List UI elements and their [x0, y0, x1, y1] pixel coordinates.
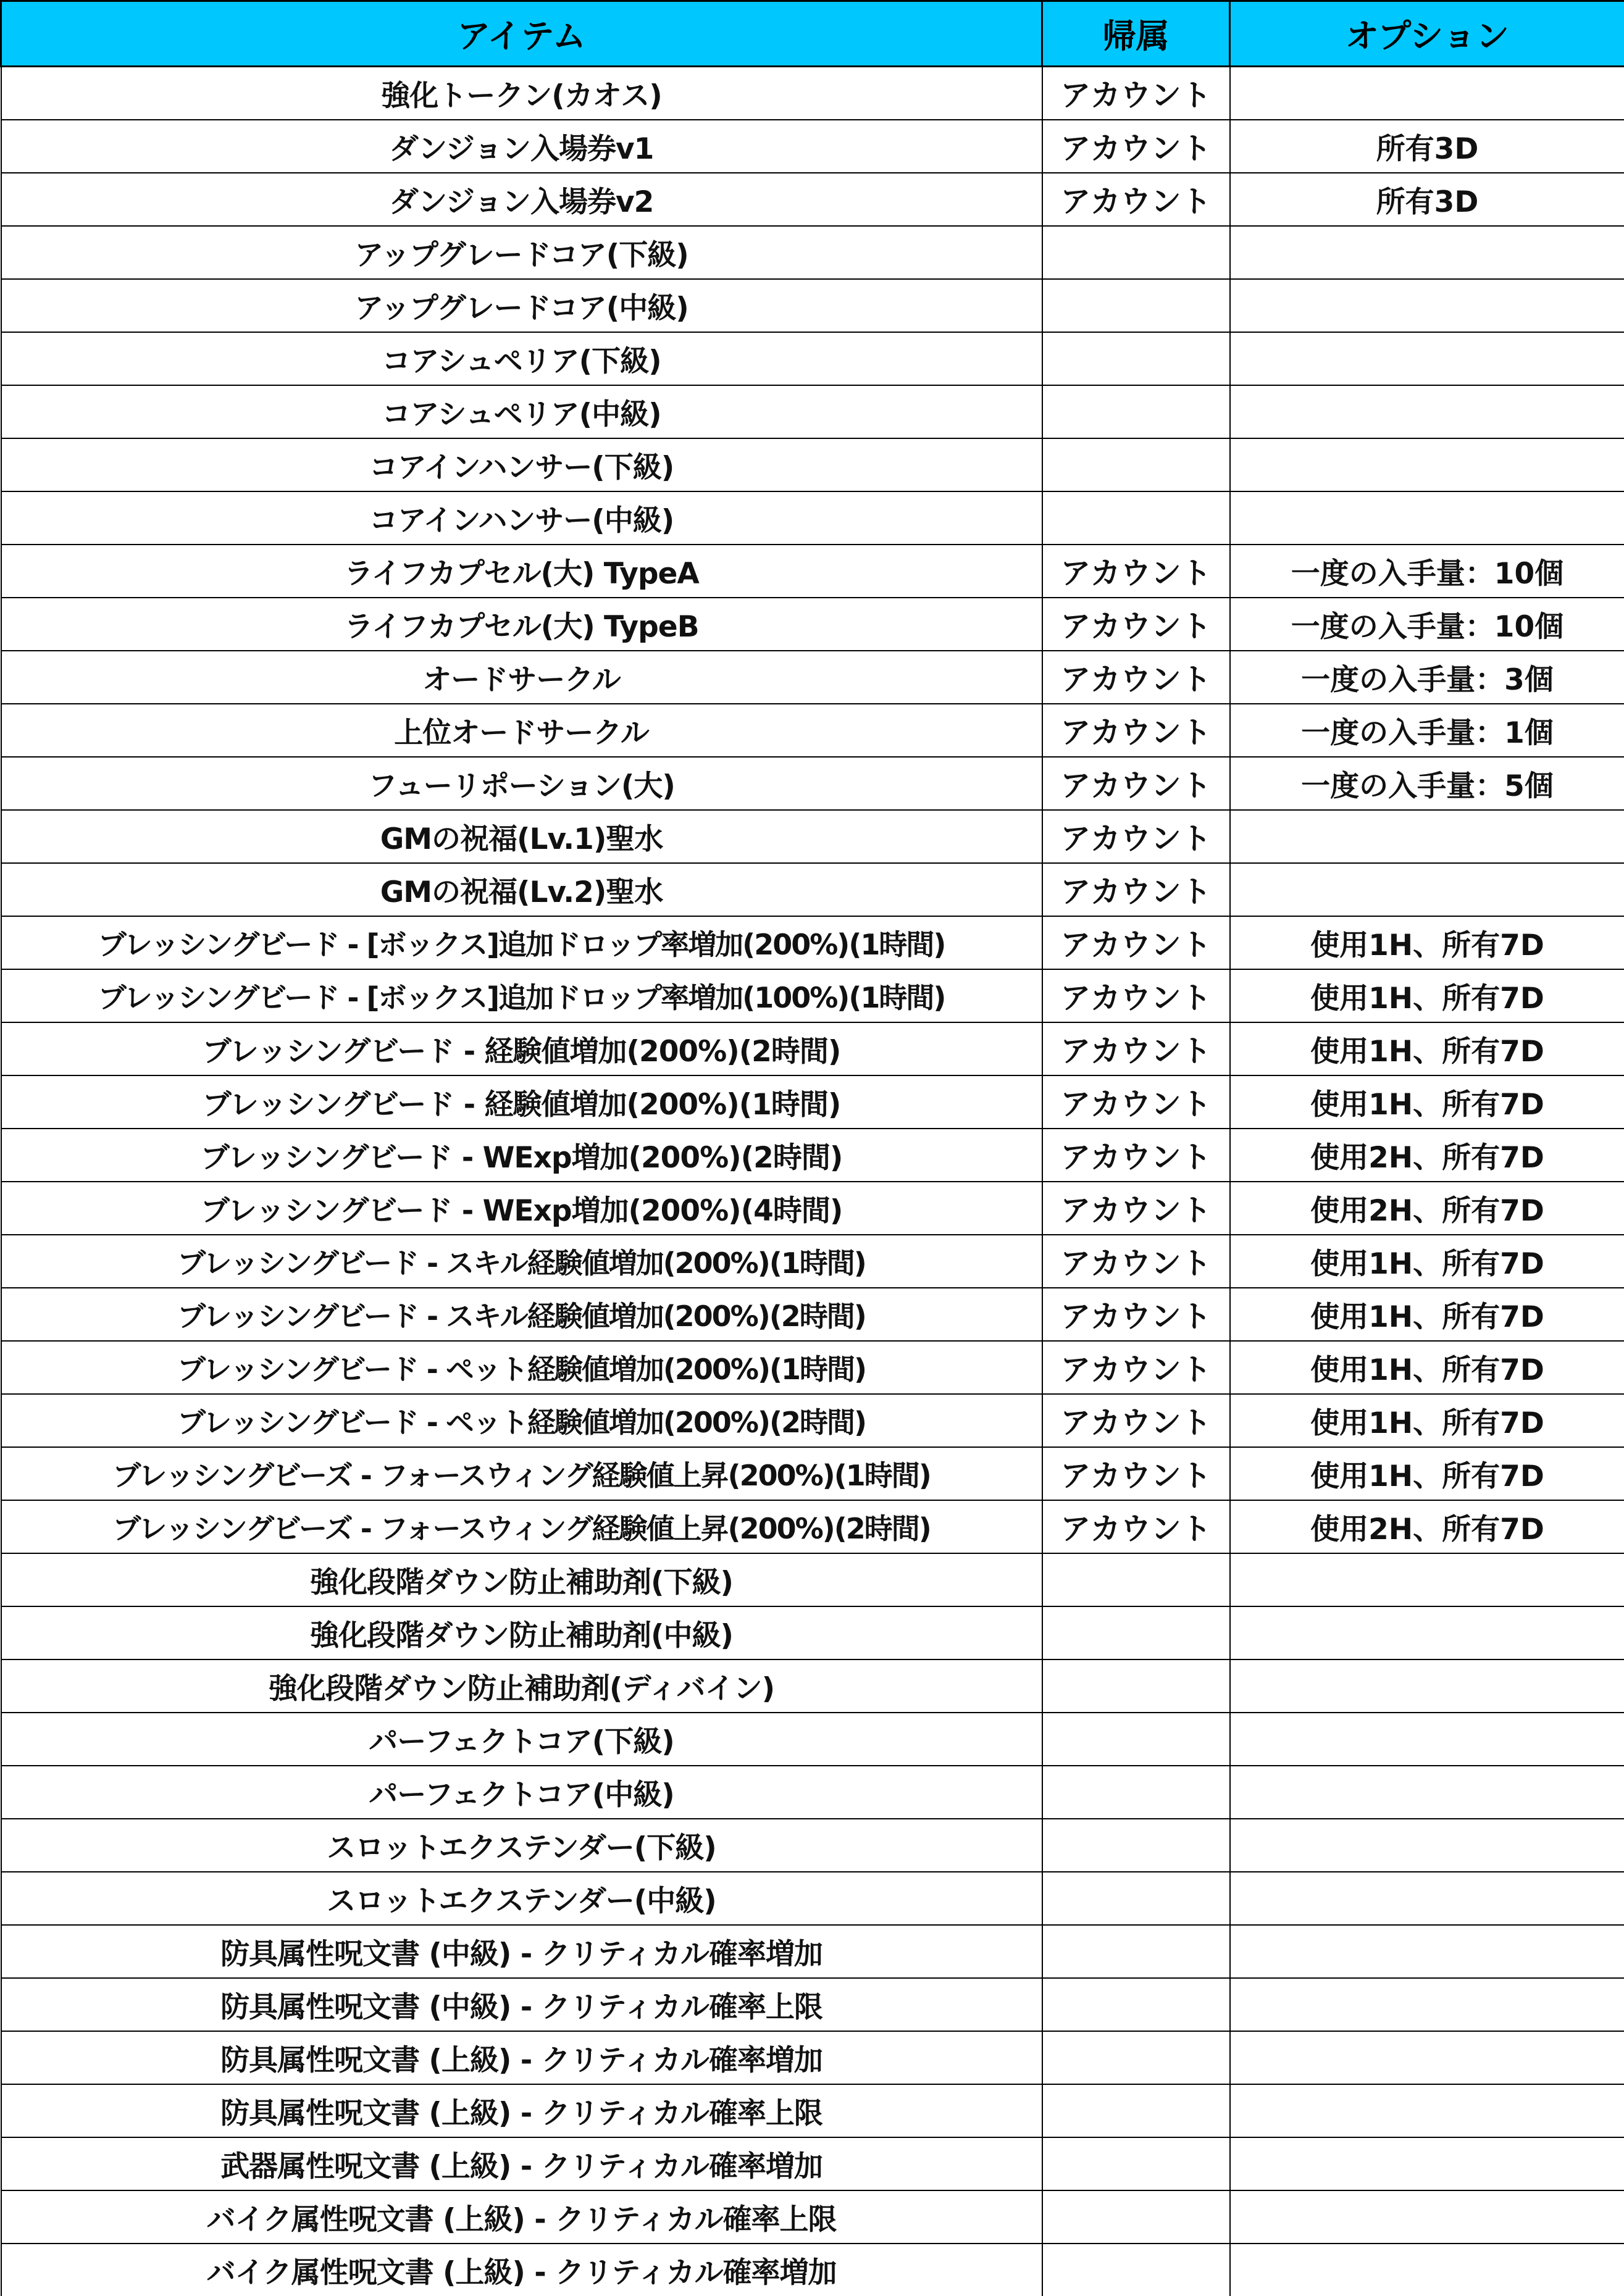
- binding-cell: [1042, 2084, 1230, 2137]
- table-row: [1, 120, 1624, 173]
- table-row: [1, 1447, 1624, 1500]
- option-cell: 使用1H、所有7D: [1230, 1394, 1624, 1447]
- item-cell: コアシュペリア(中級): [1, 385, 1042, 438]
- item-cell: ブレッシングビード - 経験値増加(200%)(2時間): [1, 1022, 1042, 1075]
- item-cell: アップグレードコア(中級): [1, 279, 1042, 332]
- option-cell: [1230, 385, 1624, 438]
- binding-cell: アカウント: [1042, 1447, 1230, 1500]
- option-cell: [1230, 332, 1624, 385]
- item-cell: ブレッシングビード - [ボックス]追加ドロップ率増加(100%)(1時間): [1, 969, 1042, 1022]
- binding-cell: [1042, 332, 1230, 385]
- option-cell: 使用2H、所有7D: [1230, 1182, 1624, 1235]
- table-row: [1, 385, 1624, 438]
- table-row: [1, 438, 1624, 491]
- table-row: [1, 810, 1624, 863]
- binding-cell: [1042, 1925, 1230, 1978]
- binding-cell: [1042, 226, 1230, 279]
- item-cell: ブレッシングビード - WExp増加(200%)(4時間): [1, 1182, 1042, 1235]
- item-cell: スロットエクステンダー(中級): [1, 1872, 1042, 1925]
- item-cell: 強化トークン(カオス): [1, 67, 1042, 120]
- item-cell: 防具属性呪文書 (上級) - クリティカル確率上限: [1, 2084, 1042, 2137]
- option-cell: 一度の入手量：3個: [1230, 651, 1624, 704]
- item-cell: コアインハンサー(下級): [1, 438, 1042, 491]
- table-row: [1, 1925, 1624, 1978]
- binding-cell: アカウント: [1042, 916, 1230, 969]
- item-cell: 上位オードサークル: [1, 704, 1042, 757]
- item-cell: アップグレードコア(下級): [1, 226, 1042, 279]
- item-cell: ブレッシングビード - WExp増加(200%)(2時間): [1, 1129, 1042, 1182]
- table-row: [1, 1713, 1624, 1766]
- table-row: [1, 491, 1624, 545]
- binding-cell: アカウント: [1042, 1075, 1230, 1129]
- option-cell: 一度の入手量：5個: [1230, 757, 1624, 810]
- table-row: [1, 704, 1624, 757]
- table-row: [1, 1075, 1624, 1129]
- option-cell: [1230, 438, 1624, 491]
- binding-cell: アカウント: [1042, 1235, 1230, 1288]
- binding-cell: アカウント: [1042, 1341, 1230, 1394]
- binding-cell: アカウント: [1042, 1022, 1230, 1075]
- binding-cell: [1042, 1766, 1230, 1819]
- binding-cell: アカウント: [1042, 173, 1230, 226]
- option-cell: [1230, 1978, 1624, 2031]
- binding-cell: アカウント: [1042, 1129, 1230, 1182]
- option-cell: 使用2H、所有7D: [1230, 1500, 1624, 1553]
- table-row: [1, 1766, 1624, 1819]
- item-cell: 防具属性呪文書 (中級) - クリティカル確率増加: [1, 1925, 1042, 1978]
- option-cell: [1230, 810, 1624, 863]
- column-header-option: オプション: [1230, 1, 1624, 67]
- table-row: [1, 757, 1624, 810]
- binding-cell: [1042, 2137, 1230, 2190]
- table-body: [1, 67, 1624, 2296]
- option-cell: [1230, 226, 1624, 279]
- item-cell: フューリポーション(大): [1, 757, 1042, 810]
- binding-cell: アカウント: [1042, 810, 1230, 863]
- table-row: [1, 1182, 1624, 1235]
- binding-cell: アカウント: [1042, 598, 1230, 651]
- option-cell: [1230, 279, 1624, 332]
- item-cell: ブレッシングビード - 経験値増加(200%)(1時間): [1, 1075, 1042, 1129]
- option-cell: [1230, 1606, 1624, 1659]
- item-cell: ブレッシングビード - スキル経験値増加(200%)(1時間): [1, 1235, 1042, 1288]
- option-cell: [1230, 67, 1624, 120]
- table-row: [1, 1022, 1624, 1075]
- option-cell: 所有3D: [1230, 173, 1624, 226]
- table-row: [1, 226, 1624, 279]
- option-cell: 一度の入手量：10個: [1230, 545, 1624, 598]
- header-row: [1, 1, 1624, 67]
- item-cell: ダンジョン入場券v2: [1, 173, 1042, 226]
- table-row: [1, 1553, 1624, 1606]
- option-cell: [1230, 1766, 1624, 1819]
- binding-cell: アカウント: [1042, 67, 1230, 120]
- item-cell: バイク属性呪文書 (上級) - クリティカル確率増加: [1, 2244, 1042, 2296]
- item-cell: スロットエクステンダー(下級): [1, 1819, 1042, 1872]
- table-row: [1, 1500, 1624, 1553]
- option-cell: [1230, 491, 1624, 545]
- item-cell: コアシュペリア(下級): [1, 332, 1042, 385]
- column-header-binding: 帰属: [1042, 1, 1230, 67]
- binding-cell: アカウント: [1042, 1500, 1230, 1553]
- table-row: [1, 1659, 1624, 1713]
- binding-cell: [1042, 2190, 1230, 2244]
- option-cell: 使用1H、所有7D: [1230, 1341, 1624, 1394]
- option-cell: [1230, 2244, 1624, 2296]
- binding-cell: [1042, 491, 1230, 545]
- item-cell: パーフェクトコア(中級): [1, 1766, 1042, 1819]
- binding-cell: [1042, 2031, 1230, 2084]
- binding-cell: アカウント: [1042, 120, 1230, 173]
- binding-cell: [1042, 385, 1230, 438]
- table-row: [1, 2031, 1624, 2084]
- binding-cell: アカウント: [1042, 1182, 1230, 1235]
- option-cell: [1230, 2031, 1624, 2084]
- table-row: [1, 2137, 1624, 2190]
- item-cell: パーフェクトコア(下級): [1, 1713, 1042, 1766]
- option-cell: 使用1H、所有7D: [1230, 916, 1624, 969]
- item-cell: ダンジョン入場券v1: [1, 120, 1042, 173]
- binding-cell: [1042, 1606, 1230, 1659]
- table-row: [1, 1288, 1624, 1341]
- table-row: [1, 1341, 1624, 1394]
- binding-cell: [1042, 1872, 1230, 1925]
- binding-cell: アカウント: [1042, 651, 1230, 704]
- item-cell: ライフカプセル(大) TypeB: [1, 598, 1042, 651]
- item-cell: 防具属性呪文書 (上級) - クリティカル確率増加: [1, 2031, 1042, 2084]
- option-cell: 使用2H、所有7D: [1230, 1129, 1624, 1182]
- binding-cell: [1042, 1659, 1230, 1713]
- table-row: [1, 173, 1624, 226]
- item-cell: ブレッシングビード - ペット経験値増加(200%)(1時間): [1, 1341, 1042, 1394]
- option-cell: [1230, 1819, 1624, 1872]
- table-row: [1, 598, 1624, 651]
- item-cell: オードサークル: [1, 651, 1042, 704]
- table-row: [1, 545, 1624, 598]
- option-cell: [1230, 1659, 1624, 1713]
- item-cell: 武器属性呪文書 (上級) - クリティカル確率増加: [1, 2137, 1042, 2190]
- item-cell: ブレッシングビード - [ボックス]追加ドロップ率増加(200%)(1時間): [1, 916, 1042, 969]
- item-cell: ブレッシングビーズ - フォースウィング経験値上昇(200%)(2時間): [1, 1500, 1042, 1553]
- table-row: [1, 651, 1624, 704]
- table-row: [1, 863, 1624, 916]
- binding-cell: アカウント: [1042, 1394, 1230, 1447]
- item-cell: GMの祝福(Lv.1)聖水: [1, 810, 1042, 863]
- binding-cell: [1042, 279, 1230, 332]
- option-cell: [1230, 1872, 1624, 1925]
- option-cell: 使用1H、所有7D: [1230, 969, 1624, 1022]
- table-row: [1, 2084, 1624, 2137]
- table-row: [1, 1235, 1624, 1288]
- option-cell: 使用1H、所有7D: [1230, 1235, 1624, 1288]
- table-row: [1, 969, 1624, 1022]
- option-cell: 使用1H、所有7D: [1230, 1022, 1624, 1075]
- item-cell: ライフカプセル(大) TypeA: [1, 545, 1042, 598]
- table-header: [1, 1, 1624, 67]
- table-row: [1, 1394, 1624, 1447]
- table-row: [1, 67, 1624, 120]
- option-cell: [1230, 2190, 1624, 2244]
- option-cell: 所有3D: [1230, 120, 1624, 173]
- table-row: [1, 1606, 1624, 1659]
- table-row: [1, 1129, 1624, 1182]
- item-cell: バイク属性呪文書 (上級) - クリティカル確率上限: [1, 2190, 1042, 2244]
- option-cell: [1230, 2137, 1624, 2190]
- binding-cell: アカウント: [1042, 704, 1230, 757]
- table-row: [1, 916, 1624, 969]
- option-cell: 使用1H、所有7D: [1230, 1288, 1624, 1341]
- option-cell: [1230, 1553, 1624, 1606]
- option-cell: [1230, 1713, 1624, 1766]
- option-cell: 一度の入手量：1個: [1230, 704, 1624, 757]
- binding-cell: アカウント: [1042, 969, 1230, 1022]
- option-cell: [1230, 2084, 1624, 2137]
- binding-cell: アカウント: [1042, 1288, 1230, 1341]
- binding-cell: [1042, 1713, 1230, 1766]
- item-cell: ブレッシングビード - スキル経験値増加(200%)(2時間): [1, 1288, 1042, 1341]
- item-cell: ブレッシングビード - ペット経験値増加(200%)(2時間): [1, 1394, 1042, 1447]
- table-row: [1, 2190, 1624, 2244]
- table-row: [1, 1978, 1624, 2031]
- item-cell: 強化段階ダウン防止補助剤(下級): [1, 1553, 1042, 1606]
- item-cell: GMの祝福(Lv.2)聖水: [1, 863, 1042, 916]
- binding-cell: [1042, 1553, 1230, 1606]
- option-cell: [1230, 1925, 1624, 1978]
- table-row: [1, 1872, 1624, 1925]
- option-cell: 一度の入手量：10個: [1230, 598, 1624, 651]
- option-cell: [1230, 863, 1624, 916]
- option-cell: 使用1H、所有7D: [1230, 1075, 1624, 1129]
- item-cell: ブレッシングビーズ - フォースウィング経験値上昇(200%)(1時間): [1, 1447, 1042, 1500]
- binding-cell: [1042, 2244, 1230, 2296]
- item-cell: コアインハンサー(中級): [1, 491, 1042, 545]
- item-cell: 強化段階ダウン防止補助剤(ディバイン): [1, 1659, 1042, 1713]
- table-row: [1, 2244, 1624, 2296]
- binding-cell: アカウント: [1042, 545, 1230, 598]
- table-row: [1, 332, 1624, 385]
- option-cell: 使用1H、所有7D: [1230, 1447, 1624, 1500]
- item-cell: 強化段階ダウン防止補助剤(中級): [1, 1606, 1042, 1659]
- binding-cell: アカウント: [1042, 757, 1230, 810]
- binding-cell: [1042, 438, 1230, 491]
- item-cell: 防具属性呪文書 (中級) - クリティカル確率上限: [1, 1978, 1042, 2031]
- binding-cell: [1042, 1978, 1230, 2031]
- table-row: [1, 279, 1624, 332]
- binding-cell: [1042, 1819, 1230, 1872]
- column-header-item: アイテム: [1, 1, 1042, 67]
- table-row: [1, 1819, 1624, 1872]
- binding-cell: アカウント: [1042, 863, 1230, 916]
